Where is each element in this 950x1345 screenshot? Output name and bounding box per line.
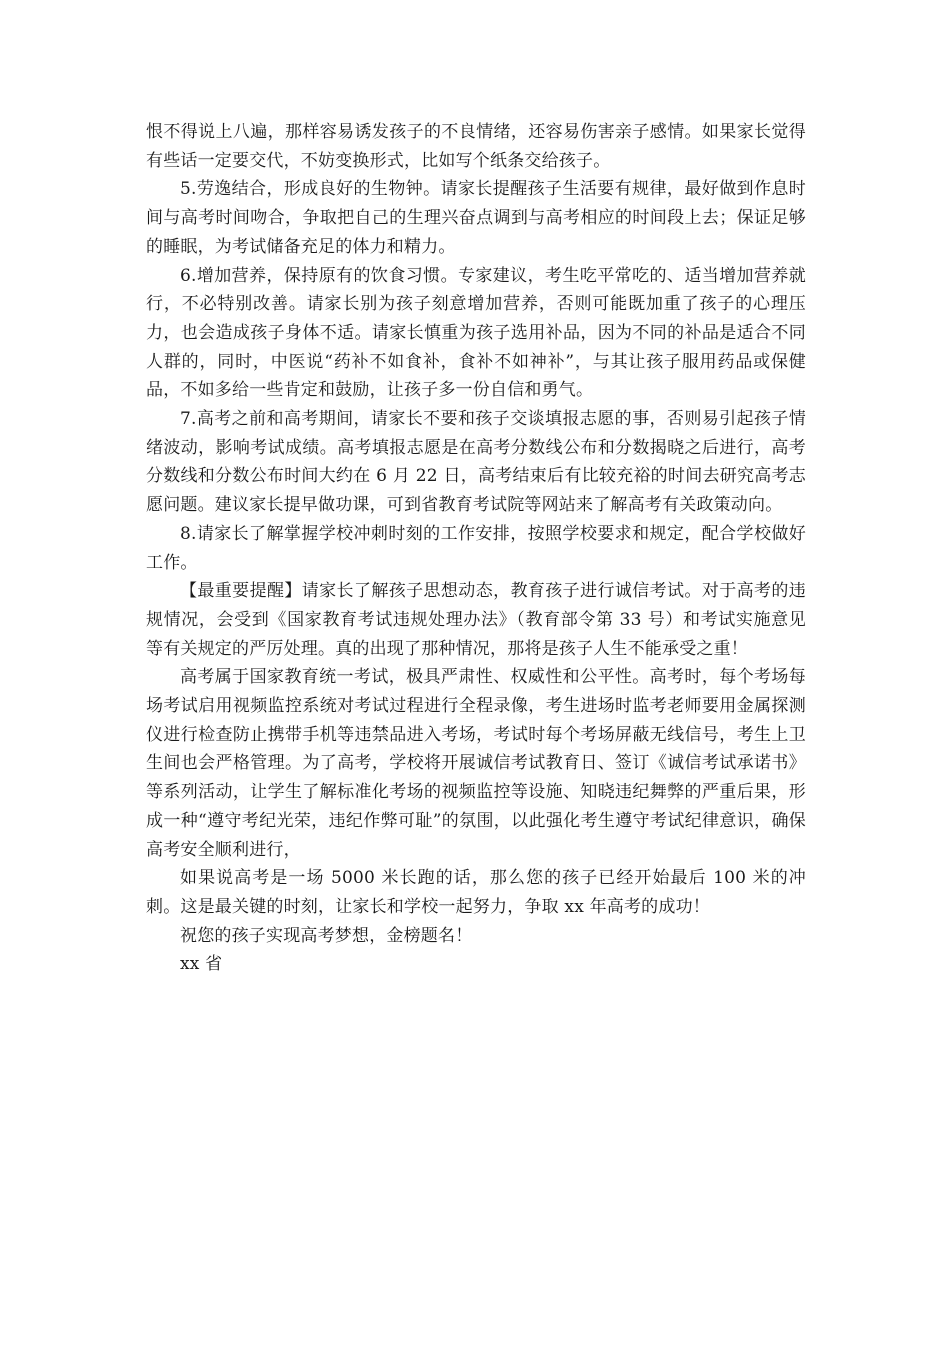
- paragraph-wishes: 祝您的孩子实现高考梦想，金榜题名！: [180, 925, 473, 946]
- paragraph-signature: xx 省: [180, 954, 223, 975]
- paragraph-final-sprint: 如果说高考是一场 5000 米长跑的话，那么您的孩子已经开始最后 100 米的冲刺。这是最关键的时刻，让家长和学校一起努力，争取 xx 年高考的成功！: [146, 868, 806, 917]
- paragraph-important-reminder: 【最重要提醒】请家长了解孩子思想动态，教育孩子进行诚信考试。对于高考的违规情况，会受到《国家教育考试违规处理办法》（教育部令第 33 号）和考试实施意见等有关规定的严厉处理。真的出现了那种情况，那将是孩子人生不能承受之重！: [146, 581, 806, 659]
- paragraph-item-7: 7.高考之前和高考期间，请家长不要和孩子交谈填报志愿的事，否则易引起孩子情绪波动，影响考试成绩。高考填报志愿是在高考分数线公布和分数揭晓之后进行，高考分数线和分数公布时间大约在 6 月 22 日，高考结束后有比较充裕的时间去研究高考志愿问题。建议家长提早做功课，可到省教育考试院等网站来了解高考有关政策动向。: [146, 409, 806, 516]
- document-body: [146, 118, 806, 979]
- paragraph-exam-integrity: 高考属于国家教育统一考试，极具严肃性、权威性和公平性。高考时，每个考场每场考试启用视频监控系统对考试过程进行全程录像，考生进场时监考老师要用金属探测仪进行检查防止携带手机等违禁品进入考场，考试时每个考场屏蔽无线信号，考生上卫生间也会严格管理。为了高考，学校将开展诚信考试教育日、签订《诚信考试承诺书》等系列活动，让学生了解标准化考场的视频监控等设施、知晓违纪舞弊的严重后果，形成一种“遵守考纪光荣，违纪作弊可耻”的氛围，以此强化考生遵守考试纪律意识，确保高考安全顺利进行，: [146, 667, 806, 860]
- paragraph-item-5: 5.劳逸结合，形成良好的生物钟。请家长提醒孩子生活要有规律，最好做到作息时间与高考时间吻合，争取把自己的生理兴奋点调到与高考相应的时间段上去；保证足够的睡眠，为考试储备充足的体力和精力。: [146, 179, 806, 257]
- paragraph-continuation: 恨不得说上八遍，那样容易诱发孩子的不良情绪，还容易伤害亲子感情。如果家长觉得有些话一定要交代，不妨变换形式，比如写个纸条交给孩子。: [146, 122, 806, 171]
- paragraph-item-6: 6.增加营养，保持原有的饮食习惯。专家建议，考生吃平常吃的、适当增加营养就行，不必特别改善。请家长别为孩子刻意增加营养，否则可能既加重了孩子的心理压力，也会造成孩子身体不适。请家长慎重为孩子选用补品，因为不同的补品是适合不同人群的，同时，中医说“药补不如食补，食补不如神补”，与其让孩子服用药品或保健品，不如多给一些肯定和鼓励，让孩子多一份自信和勇气。: [146, 265, 806, 401]
- paragraph-item-8: 8.请家长了解掌握学校冲刺时刻的工作安排，按照学校要求和规定，配合学校做好工作。: [146, 523, 806, 573]
